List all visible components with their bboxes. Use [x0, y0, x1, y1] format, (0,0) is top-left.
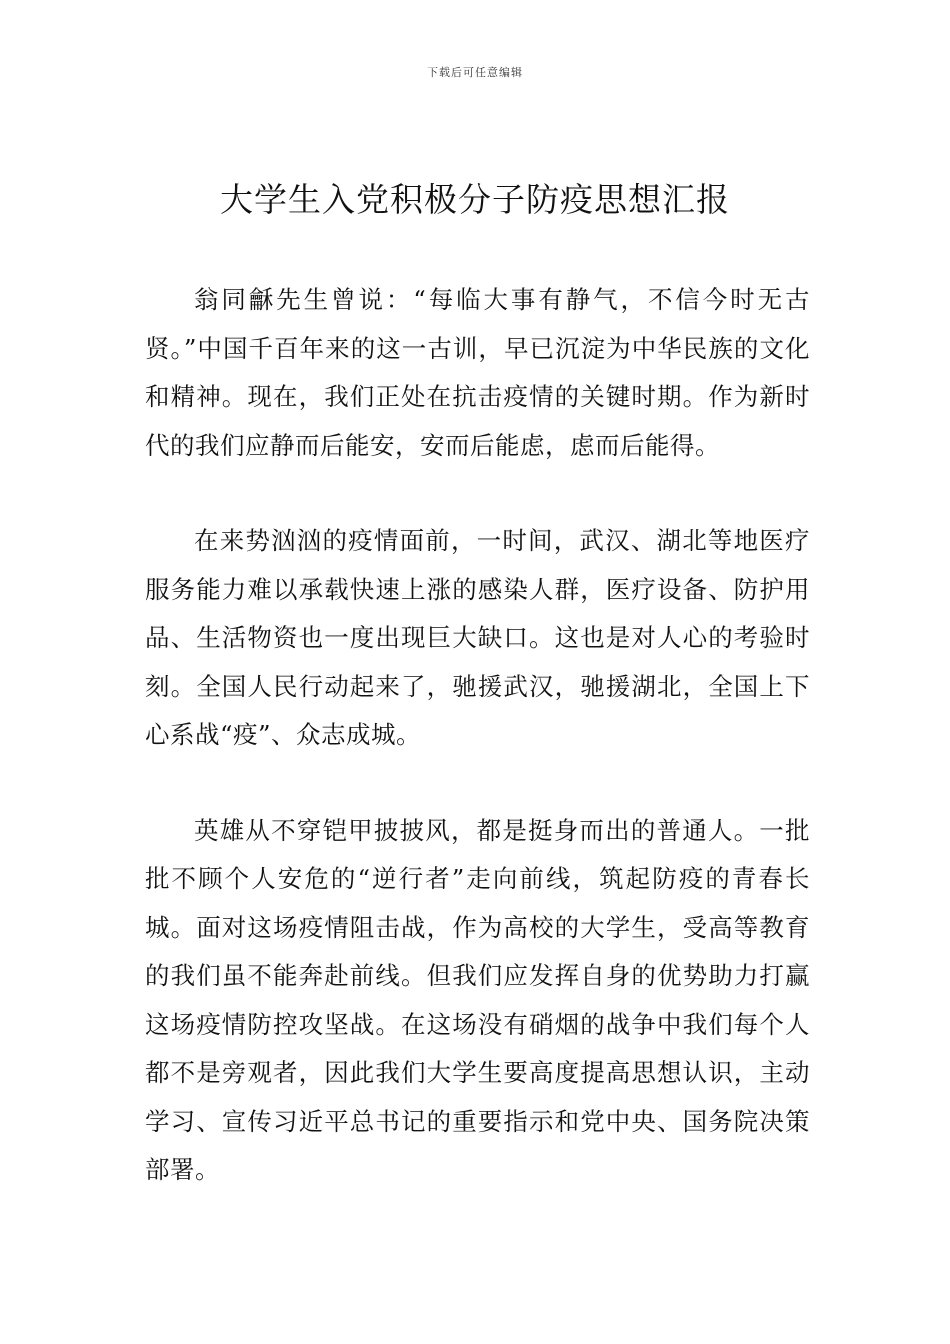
paragraph-1: 翁同龢先生曾说：“每临大事有静气，不信今时无古贤。”中国千百年来的这一古训，早已沉淀为中华民族的文化和精神。现在，我们正处在抗击疫情的关键时期。作为新时代的我们应静而后能安，安而后能虑，虑而后能得。	[145, 285, 810, 460]
document-title: 大学生入党积极分子防疫思想汇报	[220, 180, 730, 219]
document-body	[145, 276, 810, 1242]
header-note: 下载后可任意编辑	[427, 66, 523, 79]
paragraph-3: 英雄从不穿铠甲披披风，都是挺身而出的普通人。一批批不顾个人安危的“逆行者”走向前线，筑起防疫的青春长城。面对这场疫情阻击战，作为高校的大学生，受高等教育的我们虽不能奔赴前线。但我们应发挥自身的优势助力打赢这场疫情防控攻坚战。在这场没有硝烟的战争中我们每个人都不是旁观者，因此我们大学生要高度提高思想认识，主动学习、宣传习近平总书记的重要指示和党中央、国务院决策部署。	[145, 815, 810, 1184]
paragraph-2: 在来势汹汹的疫情面前，一时间，武汉、湖北等地医疗服务能力难以承载快速上涨的感染人群，医疗设备、防护用品、生活物资也一度出现巨大缺口。这也是对人心的考验时刻。全国人民行动起来了，驰援武汉，驰援湖北，全国上下心系战“疫”、众志成城。	[145, 526, 810, 749]
